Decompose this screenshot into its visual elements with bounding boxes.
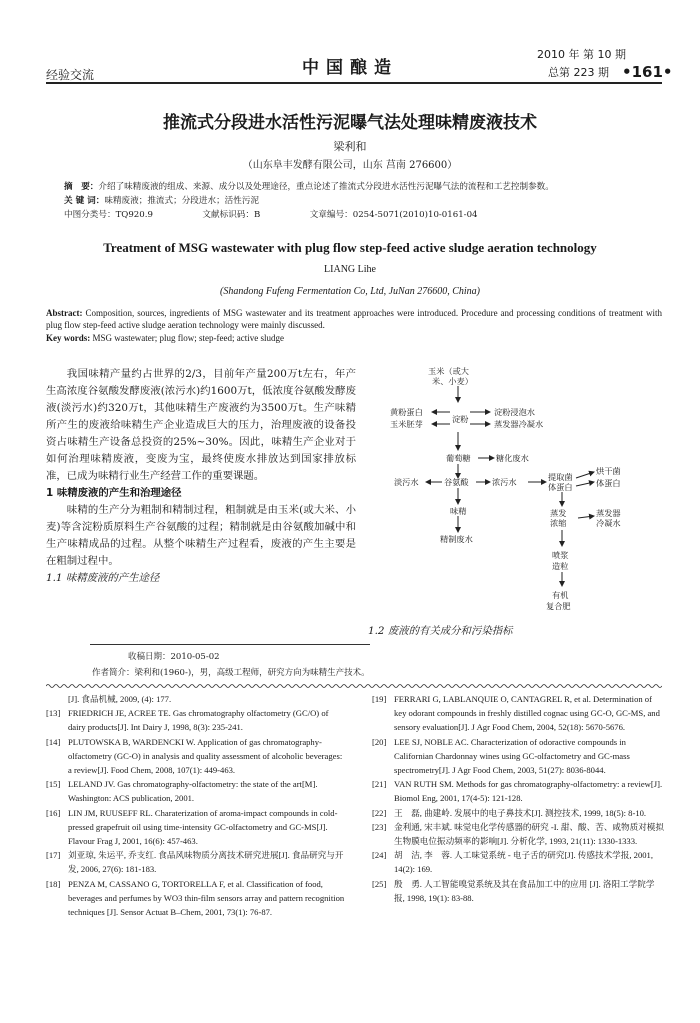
section-heading-1-2: 1.2 废液的有关成分和污染指标 bbox=[368, 625, 513, 637]
reference-text: FRIEDRICH JE, ACREE TE. Gas chromatography olfactometry (GC/O) of dairy products[J]. Int Dairy J, 1998, 8(3): 235-241. bbox=[68, 708, 329, 733]
abstract-zh bbox=[64, 180, 664, 194]
flow-node-dried-protein-line2: 体蛋白 bbox=[596, 478, 621, 488]
reference-text: VAN RUTH SM. Methods for gas chromatography-olfactometry: a review[J]. Biomol Eng, 2001, 17(4-5): 121-128. bbox=[394, 779, 663, 804]
section-heading-1-1: 1.1 味精废液的产生途径 bbox=[46, 572, 160, 584]
reference-text: 刘亚琼, 朱运平, 乔支红. 食品风味物质分离技术研究进展[J]. 食品研究与开发, 2006, 27(6): 181-183. bbox=[68, 850, 344, 875]
reference-text: FERRARI G, LABLANQUIE O, CANTAGREL R, et al. Determination of key odorant compounds in freshly distilled cognac using GC-O, GC-MS, and sensory evaluation[J]. J Agr Food Chem, 2004, 52(18): 5670-5676. bbox=[394, 694, 660, 733]
flow-node-evaporator: 蒸发器 bbox=[596, 508, 621, 518]
reference-item bbox=[46, 806, 346, 849]
flow-node-dried-protein: 烘干菌 bbox=[596, 466, 621, 476]
reference-number: [13] bbox=[46, 708, 61, 719]
flow-node-light-wastewater: 淡污水 bbox=[394, 477, 419, 487]
flow-node-gluten: 黄粉蛋白 bbox=[390, 407, 423, 417]
flow-node-granulation: 造粒 bbox=[552, 561, 569, 571]
total-issue: 总第 223 期 bbox=[548, 66, 609, 79]
wavy-divider bbox=[46, 683, 662, 689]
reference-text: LEE SJ, NOBLE AC. Characterization of odoractive compounds in Californian Chardonnay wines using GC-olfactometry and GC-mass spectrometry[J]. J Agr Food Chem, 2003, 51(27): 8036-8044. bbox=[394, 736, 630, 776]
reference-item bbox=[46, 777, 346, 805]
reference-text: LELAND JV. Gas chromatography-olfactometry: the state of the art[M]. Washington: ACS publication, 2001. bbox=[68, 779, 318, 804]
keywords-zh-label: 关 键 词： bbox=[64, 196, 105, 206]
flow-node-spray: 喷浆 bbox=[552, 550, 569, 560]
process-flow-diagram bbox=[390, 360, 650, 620]
reference-text: [J]. 食品机械, 2009, (4): 177. bbox=[68, 694, 172, 704]
reference-item bbox=[46, 877, 346, 920]
reference-item bbox=[46, 735, 346, 778]
reference-item bbox=[372, 820, 664, 848]
reference-text: 王 磊, 曲建岭. 发展中的电子鼻技术[J]. 测控技术, 1999, 18(5): 8-10. bbox=[394, 807, 647, 818]
flow-node-glutamic-acid: 谷氨酸 bbox=[444, 477, 469, 487]
keywords-zh-text: 味精废液；推流式；分段进水；活性污泥 bbox=[104, 196, 260, 206]
keywords-zh bbox=[64, 194, 664, 208]
reference-number: [17] bbox=[46, 850, 61, 861]
flow-node-starch: 淀粉 bbox=[452, 414, 469, 424]
reference-text: LIN JM, RUUSEFF RL. Charaterization of aroma-impact compounds in cold-pressed grapefruit oil using time-intensity GC-olfactometry and GC-MS[J]. Flavour Frag J, 2001, 16(6): 457-463. bbox=[68, 807, 338, 847]
reference-number: [24] bbox=[372, 850, 387, 861]
flow-node-msg: 味精 bbox=[450, 506, 467, 516]
reference-item bbox=[46, 706, 346, 734]
flow-node-steep-water: 淀粉浸泡水 bbox=[494, 407, 535, 417]
reference-number: [18] bbox=[46, 878, 61, 889]
body-paragraph: 味精的生产分为粗制和精制过程，粗制就是由玉米(或大米、小麦)等含淀粉质原料生产谷氨酸的过程；精制就是由谷氨酸加碱中和生产味精成品的过程。从整个味精生产过程看，废液的产生主要是在粗制过程中。 bbox=[46, 504, 356, 567]
document-code: 文献标识码：B bbox=[202, 210, 261, 220]
keywords-en-label: Key words: bbox=[46, 333, 91, 343]
abstract-en-text: Composition, sources, ingredients of MSG wastewater and its treatment approaches were introduced. Procedure and processing conditions of treatment with plug flow step-feed active sludge aeration technology were mainly discussed. bbox=[46, 308, 662, 330]
article-number: 文章编号：0254-5071(2010)10-0161-04 bbox=[309, 210, 478, 220]
flow-node-glucose: 葡萄糖 bbox=[446, 453, 471, 463]
keywords-en bbox=[46, 332, 662, 344]
flow-arrows bbox=[390, 360, 650, 620]
reference-number: [16] bbox=[46, 807, 61, 818]
flow-node-saccharification-waste: 糖化废水 bbox=[496, 453, 529, 463]
reference-item bbox=[372, 692, 664, 735]
section-label: 经验交流 bbox=[46, 68, 95, 82]
abstract-zh-text: 介绍了味精废液的组成、来源、成分以及处理途径，重点论述了推流式分段进水活性污泥曝气法的流程和工艺控制参数。 bbox=[98, 182, 554, 192]
reference-number: [25] bbox=[372, 878, 387, 889]
reference-text: PLUTOWSKA B, WARDENCKI W. Application of gas chromatography- olfactometry (GC-O) in analysis and quality assessment of alcoholic beverages: a review[J]. Food Chem, 2008, 107(1): 449-463. bbox=[68, 736, 343, 776]
reference-text: PENZA M, CASSANO G, TORTORELLA F, et al. Classification of food, beverages and perfumes by WO3 thin-film sensors array and pattern recognition techniques [J]. Sensor Actuat B–Chem, 2001, 73(1): 76-87. bbox=[68, 878, 345, 918]
reference-text: 金利通, 宋丰斌. 味觉电化学传感器的研究 -I. 甜、酸、苦、咸物质对模拟生物膜电位振动频率的影响[J]. 分析化学, 1993, 21(11): 1330-1333. bbox=[394, 821, 664, 847]
references-left bbox=[46, 692, 346, 919]
flow-node-evap-condensate: 蒸发器冷凝水 bbox=[494, 419, 544, 429]
flow-node-corn-line2: 米、小麦） bbox=[432, 376, 473, 386]
reference-item bbox=[46, 692, 346, 706]
reference-item bbox=[372, 848, 664, 876]
reference-number: [19] bbox=[372, 694, 387, 704]
reference-number: [20] bbox=[372, 736, 387, 747]
author-bio: 作者简介：梁利和(1960-)，男，高级工程师，研究方向为味精生产技术。 bbox=[92, 668, 370, 678]
reference-item bbox=[372, 735, 664, 778]
reference-number: [15] bbox=[46, 779, 61, 790]
flow-node-extract-protein-line2: 体蛋白 bbox=[548, 482, 573, 492]
header-rule bbox=[46, 82, 662, 84]
keywords-en-text: MSG wastewater; plug flow; step-feed; active sludge bbox=[90, 333, 284, 343]
classification-line bbox=[64, 208, 664, 222]
flow-node-condensate: 冷凝水 bbox=[596, 518, 621, 528]
body-paragraph: 我国味精产量约占世界的2/3，目前年产量200万t左右，年产生高浓度谷氨酸发酵废液(浓污水)约1600万t，低浓度谷氨酸发酵废液(淡污水)约320万t，其他味精生产废液约为3500万t。生产味精所产生的废液给味精生产企业造成巨大的压力，治理废液的设备投资占味精生产设备总投资的25%~30%。因此，味精生产企业对于如何治理味精废液，变废为宝，最终使废水排放达到国家排放标准，已成为味精行业生产经营工作的重要课题。 bbox=[46, 368, 356, 482]
issue-number: 2010 年 第 10 期 bbox=[537, 48, 626, 61]
reference-text: 胡 洁, 李 蓉. 人工味觉系统 - 电子舌的研究[J]. 传感技术学报, 2001, 14(2): 169. bbox=[394, 850, 654, 875]
flow-node-extract-protein: 提取菌 bbox=[548, 472, 573, 482]
affiliation-en: (Shandong Fufeng Fermentation Co, Ltd, JuNan 276600, China) bbox=[220, 286, 480, 297]
journal-name: 中国酿造 bbox=[302, 58, 398, 78]
footnote-rule bbox=[90, 644, 370, 645]
reference-number: [22] bbox=[372, 807, 387, 818]
flow-node-concentration: 浓缩 bbox=[550, 518, 567, 528]
reference-item bbox=[372, 877, 664, 905]
author-zh: 梁利和 bbox=[333, 140, 367, 153]
flow-node-compound-fertilizer: 复合肥 bbox=[546, 601, 571, 611]
flow-node-germ: 玉米胚芽 bbox=[390, 419, 423, 429]
reference-number: [23] bbox=[372, 821, 387, 832]
reference-item bbox=[46, 848, 346, 876]
section-heading-1: 1 味精废液的产生和治理途径 bbox=[46, 487, 182, 499]
affiliation-zh: （山东阜丰发酵有限公司，山东 莒南 276600） bbox=[242, 160, 458, 171]
references-right bbox=[372, 692, 664, 905]
author-en: LIANG Lihe bbox=[324, 264, 376, 275]
abstract-en bbox=[46, 307, 662, 331]
reference-item bbox=[372, 777, 664, 805]
flow-node-organic: 有机 bbox=[552, 590, 569, 600]
abstract-zh-label: 摘 要： bbox=[64, 182, 99, 192]
article-title-zh: 推流式分段进水活性污泥曝气法处理味精废液技术 bbox=[163, 113, 537, 133]
article-title-en: Treatment of MSG wastewater with plug flow step-feed active sludge aeration technology bbox=[103, 240, 597, 255]
reference-text: 殷 勇. 人工智能嗅觉系统及其在食品加工中的应用 [J]. 洛阳工学院学报, 1998, 19(1): 83-88. bbox=[394, 878, 655, 903]
body-text-column bbox=[46, 366, 356, 587]
flow-node-corn: 玉米（或大 bbox=[428, 366, 469, 376]
clc-number: 中图分类号：TQ920.9 bbox=[64, 210, 153, 220]
received-date: 收稿日期：2010-05-02 bbox=[128, 652, 220, 662]
page-number: •161• bbox=[622, 63, 673, 81]
flow-node-refining-waste: 精制废水 bbox=[440, 534, 473, 544]
reference-number: [21] bbox=[372, 779, 387, 790]
flow-node-thick-wastewater: 浓污水 bbox=[492, 477, 517, 487]
abstract-en-label: Abstract: bbox=[46, 308, 83, 318]
reference-number: [14] bbox=[46, 736, 61, 747]
reference-item bbox=[372, 806, 664, 820]
flow-node-evaporation: 蒸发 bbox=[550, 508, 567, 518]
